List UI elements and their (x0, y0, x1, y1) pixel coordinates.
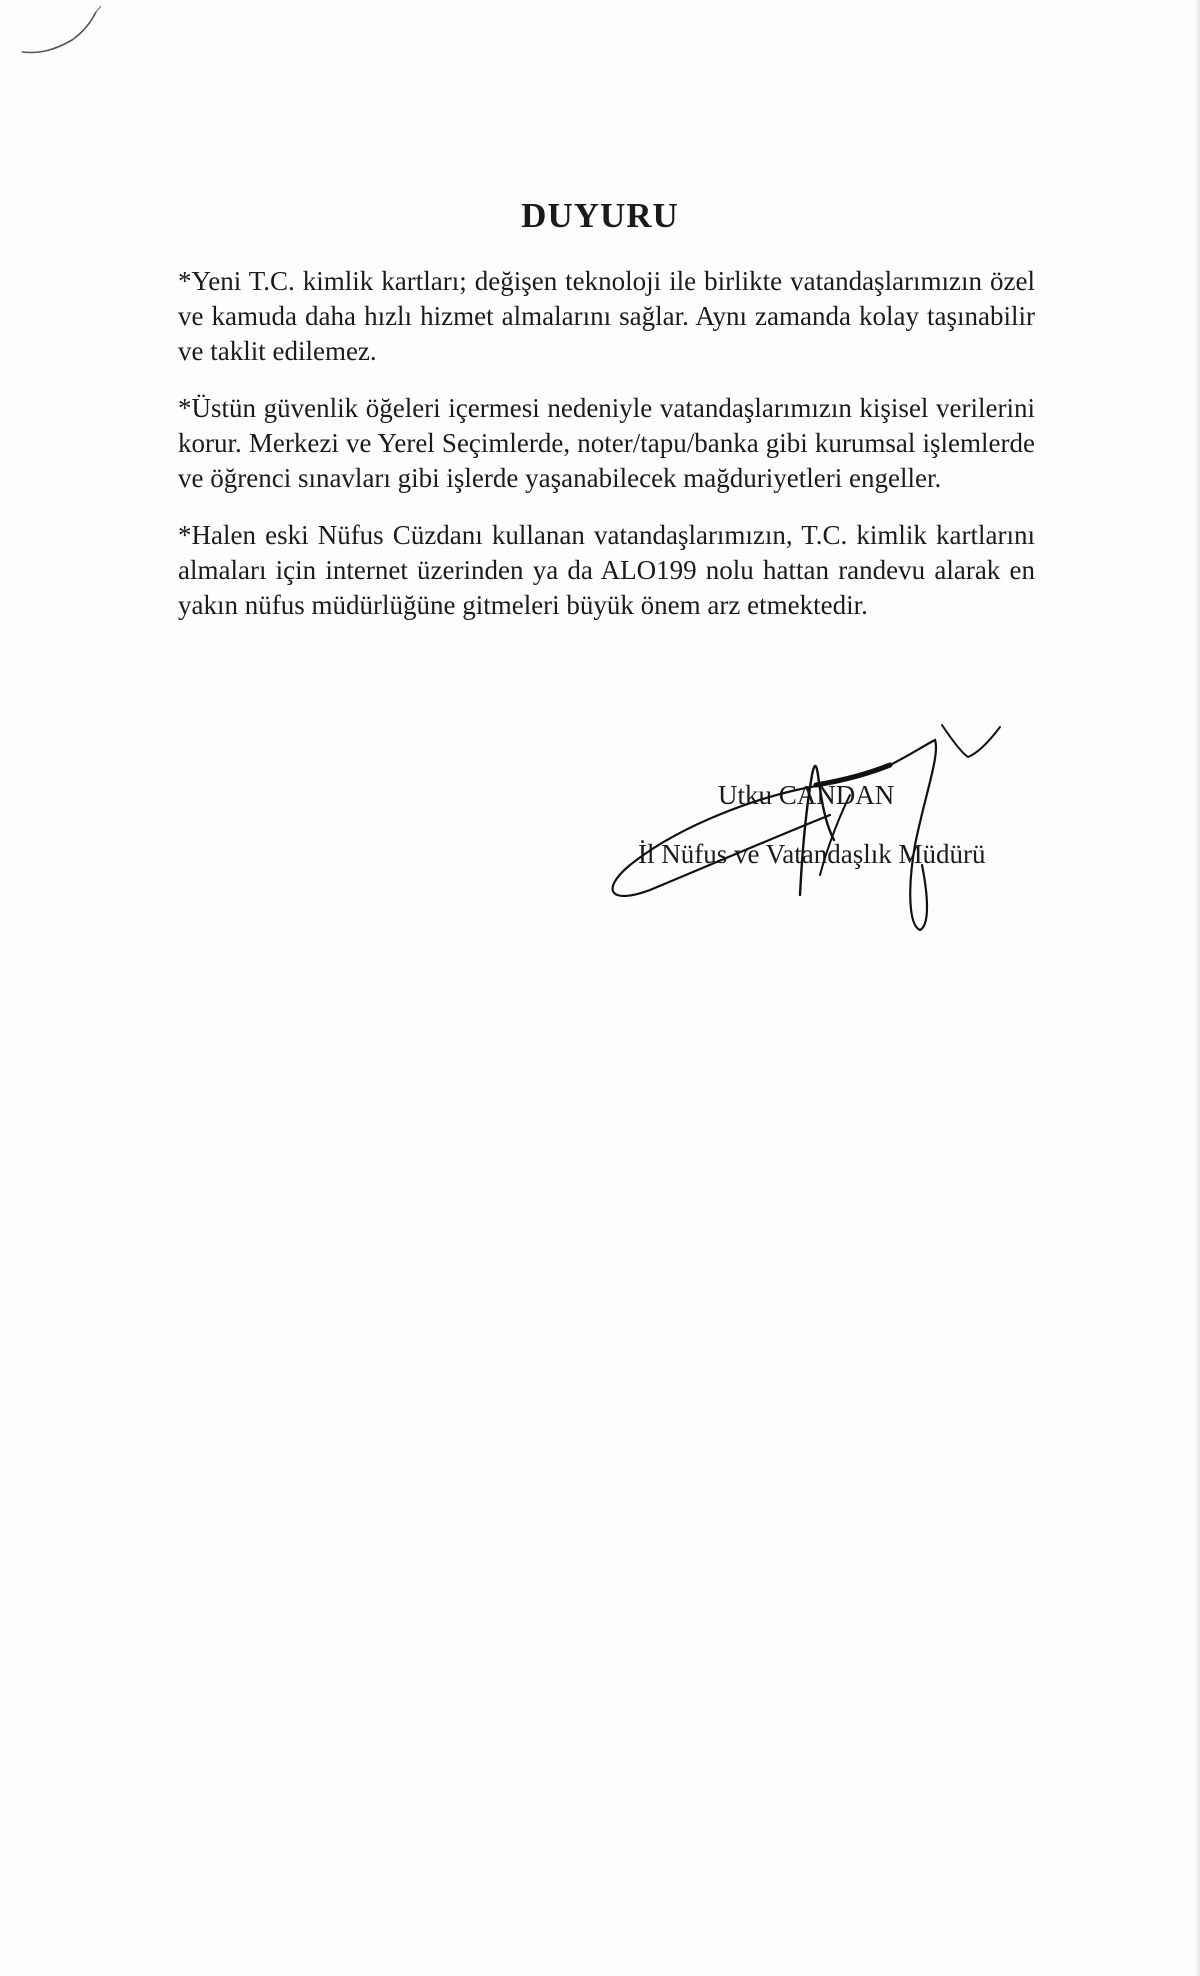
signatory-title: İl Nüfus ve Vatandaşlık Müdürü (638, 839, 986, 869)
document-title: DUYURU (521, 196, 679, 235)
handwritten-signature-icon (590, 715, 1030, 955)
signature-block (590, 715, 1030, 955)
paragraph-2: *Üstün güvenlik öğeleri içermesi nedeniyle vatandaşlarımızın kişisel verilerini korur. Merkezi ve Yerel Seçimlerde, noter/tapu/banka gibi kurumsal işlemlerde ve öğrenci sınavları gibi işlerde yaşanabilecek mağduriyetleri engeller. (178, 393, 1035, 493)
scan-mark-icon (10, 0, 120, 70)
paragraph-1: *Yeni T.C. kimlik kartları; değişen teknoloji ile birlikte vatandaşlarımızın özel ve kamuda daha hızlı hizmet almalarını sağlar. Aynı zamanda kolay taşınabilir ve taklit edilemez. (178, 266, 1035, 366)
document-body (178, 264, 1035, 645)
paragraph-3: *Halen eski Nüfus Cüzdanı kullanan vatandaşlarımızın, T.C. kimlik kartlarını almaları için internet üzerinden ya da ALO199 nolu hattan randevu alarak en yakın nüfus müdürlüğüne gitmeleri büyük önem arz etmektedir. (178, 520, 1035, 620)
signatory-name: Utku CANDAN (718, 780, 895, 810)
scan-edge (1194, 0, 1200, 1976)
